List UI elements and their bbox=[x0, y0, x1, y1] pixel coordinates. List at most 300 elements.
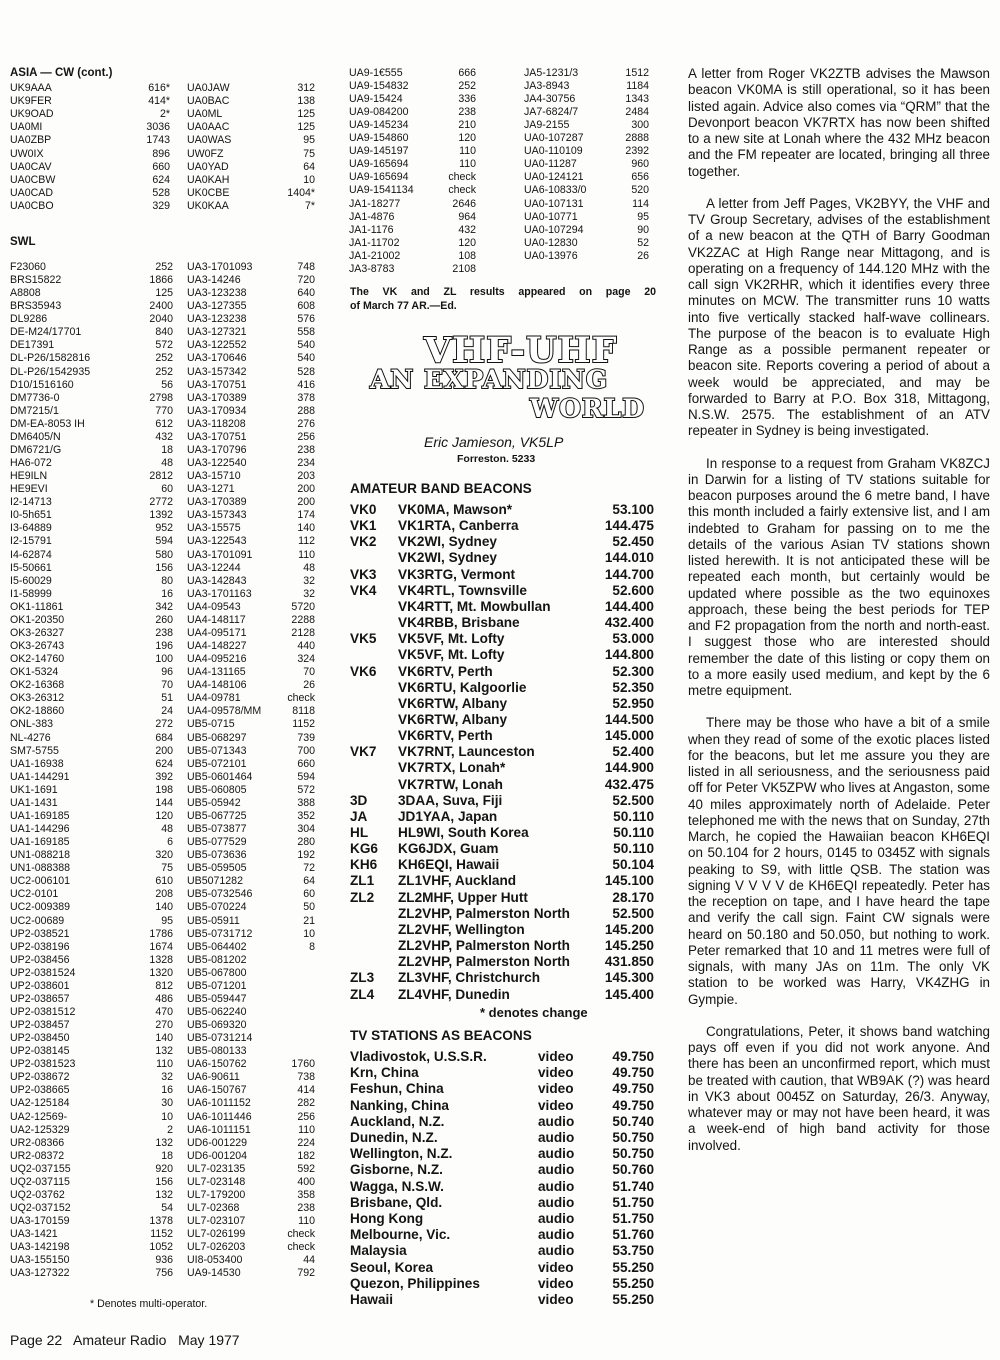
score: 2798 bbox=[149, 391, 173, 404]
beacons-note: * denotes change bbox=[480, 1005, 588, 1020]
score: 594 bbox=[297, 770, 315, 783]
call-sign: UA3-170796 bbox=[187, 443, 247, 456]
score: 748 bbox=[297, 261, 315, 273]
tv-signal-type: audio bbox=[538, 1211, 575, 1226]
score: 26 bbox=[303, 679, 315, 692]
score: 6 bbox=[167, 836, 173, 849]
score: 282 bbox=[297, 1097, 315, 1110]
call-sign: UA3-170751 bbox=[187, 378, 247, 391]
score-row bbox=[187, 1150, 315, 1163]
score: 95 bbox=[637, 210, 649, 223]
tv-signal-type: audio bbox=[538, 1113, 575, 1129]
call-sign: UA0AAC bbox=[187, 121, 230, 134]
beacon-frequency: 144.010 bbox=[604, 550, 654, 566]
tv-location: Auckland, N.Z. bbox=[350, 1113, 445, 1129]
score: 252 bbox=[458, 80, 476, 93]
call-sign: UN1-088388 bbox=[10, 862, 71, 875]
score: 224 bbox=[297, 1136, 315, 1149]
beacon-frequency: 53.000 bbox=[612, 631, 654, 647]
score-row bbox=[187, 200, 315, 213]
tv-signal-type: audio bbox=[538, 1243, 575, 1259]
score-row bbox=[187, 1124, 315, 1137]
call-sign: UB5-05911 bbox=[187, 914, 240, 927]
score: 580 bbox=[155, 548, 173, 561]
score: 812 bbox=[155, 979, 173, 992]
score-row bbox=[187, 496, 315, 509]
score: 572 bbox=[297, 783, 315, 796]
call-sign: UA3-122540 bbox=[187, 457, 247, 470]
call-sign: OK1-11861 bbox=[10, 600, 64, 613]
score-row bbox=[10, 187, 170, 200]
beacon-region: VK3 bbox=[350, 566, 377, 582]
score: 666 bbox=[458, 67, 476, 79]
score-row bbox=[187, 614, 315, 627]
score-row bbox=[10, 1084, 173, 1097]
score-row bbox=[187, 758, 315, 771]
beacon-station: VK4RTT, Mt. Mowbullan bbox=[398, 598, 551, 614]
score: 96 bbox=[161, 666, 173, 679]
score: 198 bbox=[155, 783, 173, 796]
score-row bbox=[10, 1032, 173, 1045]
score: 520 bbox=[631, 184, 649, 197]
call-sign: UW0FZ bbox=[187, 147, 224, 160]
call-sign: OK2-18860 bbox=[10, 705, 65, 718]
call-sign: F23060 bbox=[10, 261, 46, 273]
score: 64 bbox=[303, 160, 315, 173]
score: 1512 bbox=[625, 67, 649, 79]
score-row bbox=[10, 470, 173, 483]
score-row bbox=[10, 200, 170, 213]
score-row bbox=[10, 418, 173, 431]
score-row bbox=[187, 82, 315, 95]
score: 18 bbox=[161, 1149, 173, 1162]
tv-frequency: 51.740 bbox=[612, 1178, 654, 1194]
call-sign: UB5-077529 bbox=[187, 836, 247, 849]
call-sign: UP2-038521 bbox=[10, 927, 70, 940]
call-sign: UA0-11287 bbox=[524, 158, 577, 171]
score: 610 bbox=[155, 875, 173, 888]
score-row bbox=[10, 1006, 173, 1019]
call-sign: DM6721/G bbox=[10, 443, 62, 456]
score: 52 bbox=[637, 236, 649, 249]
score: 234 bbox=[297, 457, 315, 470]
call-sign: UA4-09543 bbox=[187, 600, 241, 613]
call-sign: UA9-084200 bbox=[349, 106, 409, 119]
call-sign: UB5-0715 bbox=[187, 718, 235, 731]
call-sign: UQ2-037152 bbox=[10, 1202, 71, 1215]
author-byline: Eric Jamieson, VK5LP bbox=[424, 434, 564, 450]
score: 378 bbox=[297, 391, 315, 404]
score-row bbox=[349, 211, 476, 224]
beacon-frequency: 145.300 bbox=[604, 970, 654, 986]
call-sign: UA3-15575 bbox=[187, 522, 241, 535]
score: 7* bbox=[304, 199, 315, 212]
score-row bbox=[524, 211, 649, 224]
score-row bbox=[187, 326, 315, 339]
score-row bbox=[10, 405, 173, 418]
score: 260 bbox=[155, 613, 173, 626]
tv-signal-type: video bbox=[538, 1097, 574, 1113]
call-sign: UP2-038196 bbox=[10, 940, 70, 953]
score: 920 bbox=[155, 1162, 173, 1175]
results-note-line-2: of March 77 AR.—Ed. bbox=[350, 300, 457, 312]
beacon-frequency: 144.500 bbox=[604, 711, 654, 727]
score: 50 bbox=[303, 901, 315, 914]
score-row bbox=[349, 67, 476, 80]
score: check bbox=[448, 171, 476, 184]
score: 400 bbox=[297, 1175, 315, 1188]
score: 720 bbox=[297, 274, 315, 287]
beacon-region: KH6 bbox=[350, 857, 378, 873]
score: 414 bbox=[297, 1084, 315, 1097]
score: 95 bbox=[303, 134, 315, 147]
score: 110 bbox=[298, 1123, 315, 1136]
score-row bbox=[187, 1111, 315, 1124]
call-sign: UC2-0101 bbox=[10, 888, 59, 901]
call-sign: JA7-6824/7 bbox=[524, 106, 579, 119]
beacon-frequency: 432.475 bbox=[604, 776, 654, 792]
score-row bbox=[187, 483, 315, 496]
beacon-station: HL9WI, South Korea bbox=[398, 825, 529, 840]
call-sign: I5-60029 bbox=[10, 574, 52, 587]
call-sign: UP2-038145 bbox=[10, 1045, 70, 1058]
score: 110 bbox=[298, 1215, 315, 1228]
score: 26 bbox=[637, 249, 649, 262]
score: 684 bbox=[155, 731, 173, 744]
score: 2646 bbox=[452, 197, 476, 210]
call-sign: UA3-170389 bbox=[187, 496, 247, 509]
call-sign: UP2-038665 bbox=[10, 1084, 70, 1097]
score: 256 bbox=[297, 1110, 315, 1123]
score-row bbox=[187, 954, 315, 967]
score-row bbox=[187, 108, 315, 121]
score: 95 bbox=[161, 914, 173, 927]
score: 144 bbox=[155, 796, 173, 809]
call-sign: UB5-0731712 bbox=[187, 927, 253, 940]
call-sign: UA3-127321 bbox=[187, 326, 247, 339]
tv-signal-type: audio bbox=[538, 1194, 575, 1210]
score: 252 bbox=[155, 365, 173, 378]
score: 276 bbox=[297, 417, 315, 430]
call-sign: I5-50661 bbox=[10, 561, 52, 574]
call-sign: UB5-05942 bbox=[187, 796, 241, 809]
call-sign: UD6-001229 bbox=[187, 1136, 248, 1149]
score: 120 bbox=[155, 809, 173, 822]
score-row bbox=[187, 588, 315, 601]
call-sign: UP2-038450 bbox=[10, 1032, 70, 1045]
tv-frequency: 55.250 bbox=[612, 1292, 654, 1307]
score: 576 bbox=[297, 313, 315, 326]
beacon-station: KH6EQI, Hawaii bbox=[398, 857, 500, 873]
score-row bbox=[187, 148, 315, 161]
score: 64 bbox=[303, 875, 315, 888]
score: 75 bbox=[161, 862, 173, 875]
score: 960 bbox=[631, 158, 649, 171]
call-sign: UA4-095171 bbox=[187, 626, 247, 639]
score: 2040 bbox=[149, 313, 173, 326]
call-sign: UK9OAD bbox=[10, 108, 54, 121]
score-row bbox=[10, 549, 173, 562]
tv-location: Gisborne, N.Z. bbox=[350, 1162, 443, 1178]
beacon-frequency: 52.950 bbox=[612, 695, 654, 711]
score-row bbox=[10, 1202, 173, 1215]
call-sign: OK3-26327 bbox=[10, 626, 65, 639]
score-row bbox=[187, 392, 315, 405]
score-row bbox=[10, 901, 173, 914]
score-row bbox=[10, 339, 173, 352]
score: 624 bbox=[155, 757, 173, 770]
call-sign: UA3-170159 bbox=[10, 1215, 70, 1228]
score-row bbox=[10, 509, 173, 522]
score-row bbox=[524, 171, 649, 184]
beacon-region: VK7 bbox=[350, 744, 377, 760]
score-row bbox=[349, 93, 476, 106]
call-sign: UA3-1701091 bbox=[187, 548, 253, 561]
call-sign: UA3-142843 bbox=[187, 574, 247, 587]
score: 572 bbox=[155, 339, 173, 352]
call-sign: UB5-081202 bbox=[187, 953, 247, 966]
score: 16 bbox=[161, 587, 173, 600]
call-sign: UL7-179200 bbox=[187, 1188, 246, 1201]
score-row bbox=[187, 444, 315, 457]
tv-frequency: 50.750 bbox=[612, 1130, 654, 1145]
beacon-station: VK7RTW, Lonah bbox=[398, 776, 503, 792]
tv-frequency: 49.750 bbox=[612, 1049, 654, 1064]
call-sign: UA6-90611 bbox=[187, 1071, 240, 1084]
score: 280 bbox=[297, 836, 315, 849]
call-sign: UA0JAW bbox=[187, 82, 230, 94]
score-row bbox=[10, 797, 173, 810]
beacon-station: 3DAA, Suva, Fiji bbox=[398, 792, 503, 808]
score-row bbox=[524, 158, 649, 171]
tv-signal-type: video bbox=[538, 1275, 574, 1291]
score: 2* bbox=[159, 108, 170, 121]
score: 300 bbox=[631, 119, 649, 132]
article-body bbox=[688, 66, 990, 1170]
score-row bbox=[187, 627, 315, 640]
score-row bbox=[187, 771, 315, 784]
beacon-station: ZL3VHF, Christchurch bbox=[398, 970, 540, 986]
score: 182 bbox=[297, 1149, 315, 1162]
call-sign: UA3-12244 bbox=[187, 561, 241, 574]
score: 238 bbox=[297, 443, 315, 456]
score: 592 bbox=[297, 1162, 315, 1175]
score-row bbox=[187, 732, 315, 745]
score: 80 bbox=[161, 574, 173, 587]
score: 594 bbox=[155, 535, 173, 548]
tv-location: Vladivostok, U.S.S.R. bbox=[350, 1049, 487, 1064]
beacon-frequency: 52.300 bbox=[612, 663, 654, 679]
beacon-frequency: 431.850 bbox=[604, 954, 654, 970]
call-sign: UA3-142198 bbox=[10, 1241, 70, 1254]
score-row bbox=[187, 1071, 315, 1084]
call-sign: UP2-038457 bbox=[10, 1019, 70, 1032]
multi-operator-note: * Denotes multi-operator. bbox=[90, 1298, 208, 1310]
score-row bbox=[349, 263, 476, 276]
beacon-station: VK7RTX, Lonah* bbox=[398, 760, 506, 776]
score-row bbox=[187, 1084, 315, 1097]
score: 558 bbox=[297, 326, 315, 339]
call-sign: UK0KAA bbox=[187, 199, 229, 212]
score: 700 bbox=[297, 744, 315, 757]
score-row bbox=[10, 1137, 173, 1150]
score-row bbox=[10, 875, 173, 888]
score: 1052 bbox=[149, 1241, 173, 1254]
call-sign: UD6-001204 bbox=[187, 1149, 248, 1162]
score: 174 bbox=[297, 509, 315, 522]
score-row bbox=[187, 836, 315, 849]
call-sign: UB5-0732546 bbox=[187, 888, 253, 901]
call-sign: UA1-144296 bbox=[10, 823, 70, 835]
score-row bbox=[187, 1228, 315, 1241]
score-row bbox=[10, 444, 173, 457]
score: 304 bbox=[297, 823, 315, 835]
call-sign: UA4-148117 bbox=[187, 613, 246, 626]
score-row bbox=[187, 875, 315, 888]
score-row bbox=[187, 121, 315, 134]
tv-location: Hong Kong bbox=[350, 1211, 424, 1226]
score-row bbox=[187, 562, 315, 575]
call-sign: UA3-157342 bbox=[187, 365, 247, 378]
score: 392 bbox=[155, 770, 173, 783]
score: 2288 bbox=[291, 613, 315, 626]
score-row bbox=[187, 980, 315, 993]
score: 252 bbox=[155, 261, 173, 273]
score: 70 bbox=[161, 679, 173, 692]
score-row bbox=[10, 1215, 173, 1228]
score-row bbox=[187, 509, 315, 522]
call-sign: UA0-107294 bbox=[524, 223, 584, 236]
call-sign: UA4-09578/MM bbox=[187, 705, 262, 718]
score: 125 bbox=[297, 121, 315, 134]
tv-location: Brisbane, Qld. bbox=[350, 1194, 443, 1210]
article-paragraph: There may be those who have a bit of a smile when they read of some of the exotic places listed for the beacons, but let me assure you they are listed in all seriousness, and the seriousness paid off for Peter VK5ZPW who lives at Angaston, some 40 miles approximately north of Adelaide. Peter telephoned me with the news that on Sunday, 27th March, he copied the Hawaiian beacon KH6EQI on 50.104 for 2 hours, 0145 to 0345Z with signals peaking to S9, with little QSB. The station was signing V V V V de KH6EQI repeatedly. Peter has the reception on tape, and I have heard the tape and verify the call sign. Faint CW signals were heard on 50.180 and 50.050, but nothing to work. Peter remarked that 10 and 11 metres were full of signals, with many JAs on 11m. The only VK station to be worked was Harry, VK4ZHG in Gympie. bbox=[688, 715, 990, 1007]
score: 44 bbox=[303, 1254, 315, 1267]
call-sign: UA2-12569- bbox=[10, 1110, 68, 1123]
call-sign: UA0BAC bbox=[187, 95, 230, 108]
score-row bbox=[10, 483, 173, 496]
score: 30 bbox=[161, 1097, 173, 1110]
score: check bbox=[448, 184, 476, 197]
call-sign: UA9-165694 bbox=[349, 158, 409, 171]
score-row bbox=[10, 1189, 173, 1202]
call-sign: JA3-8783 bbox=[349, 262, 395, 275]
beacon-frequency: 52.450 bbox=[612, 534, 654, 550]
score-row bbox=[10, 274, 173, 287]
call-sign: UA9-145197 bbox=[349, 145, 409, 158]
call-sign: UA6-1011152 bbox=[187, 1097, 251, 1110]
score: 432 bbox=[458, 223, 476, 236]
call-sign: UI8-053400 bbox=[187, 1254, 243, 1267]
score: 100 bbox=[155, 653, 173, 666]
beacon-frequency: 145.000 bbox=[604, 728, 654, 744]
call-sign: UA1-169185 bbox=[10, 836, 70, 849]
call-sign: UL7-02368 bbox=[187, 1202, 240, 1215]
score-row bbox=[349, 224, 476, 237]
score: 388 bbox=[297, 796, 315, 809]
score-row bbox=[10, 1163, 173, 1176]
score: 90 bbox=[637, 223, 649, 236]
score-row bbox=[10, 431, 173, 444]
score-row bbox=[10, 1150, 173, 1163]
score: 56 bbox=[161, 378, 173, 391]
tv-signal-type: video bbox=[538, 1292, 574, 1307]
call-sign: UB5-070224 bbox=[187, 901, 247, 914]
call-sign: UP2-0381512 bbox=[10, 1005, 76, 1018]
call-sign: UA2-125184 bbox=[10, 1097, 70, 1110]
score-row bbox=[349, 250, 476, 263]
call-sign: UA4-148106 bbox=[187, 679, 247, 692]
score-row bbox=[10, 1241, 173, 1254]
score-row bbox=[187, 784, 315, 797]
tv-signal-type: audio bbox=[538, 1130, 575, 1145]
score-row bbox=[187, 470, 315, 483]
score-row bbox=[349, 198, 476, 211]
call-sign: UA0WAS bbox=[187, 134, 232, 147]
call-sign: UA3-15710 bbox=[187, 470, 241, 483]
score-row bbox=[187, 745, 315, 758]
call-sign: JA1-18277 bbox=[349, 197, 401, 210]
score-row bbox=[187, 379, 315, 392]
score: 352 bbox=[297, 809, 315, 822]
beacon-frequency: 50.104 bbox=[612, 857, 654, 873]
score-row bbox=[10, 575, 173, 588]
beacon-station: ZL4VHF, Dunedin bbox=[398, 986, 510, 1002]
score: 8118 bbox=[292, 705, 315, 718]
score: 110 bbox=[459, 158, 476, 171]
score: 272 bbox=[155, 718, 173, 731]
call-sign: UB5-073877 bbox=[187, 823, 247, 835]
call-sign: UA3-127355 bbox=[187, 300, 247, 313]
score: 125 bbox=[297, 108, 315, 121]
score: 1328 bbox=[149, 953, 173, 966]
call-sign: JA1-11702 bbox=[349, 236, 400, 249]
tv-location: Dunedin, N.Z. bbox=[350, 1130, 438, 1145]
score-row bbox=[187, 522, 315, 535]
score-row bbox=[187, 134, 315, 147]
score: 2484 bbox=[625, 106, 649, 119]
call-sign: UC2-009389 bbox=[10, 901, 71, 914]
call-sign: DL-P26/1582816 bbox=[10, 352, 91, 365]
call-sign: UQ2-037115 bbox=[10, 1175, 70, 1188]
score: 114 bbox=[632, 197, 649, 210]
beacon-station: KG6JDX, Guam bbox=[398, 841, 499, 857]
call-sign: UA1-144291 bbox=[10, 770, 70, 783]
score-row bbox=[187, 1045, 315, 1058]
score: 756 bbox=[155, 1267, 173, 1280]
call-sign: UA1-16938 bbox=[10, 757, 64, 770]
call-sign: JA1-21002 bbox=[349, 249, 401, 262]
call-sign: UA9-145234 bbox=[349, 119, 409, 132]
score: 110 bbox=[156, 1058, 173, 1071]
score: 270 bbox=[155, 1019, 173, 1032]
call-sign: SM7-5755 bbox=[10, 744, 59, 757]
score: 1392 bbox=[149, 509, 173, 522]
score-row bbox=[349, 184, 476, 197]
score: 110 bbox=[459, 145, 476, 158]
call-sign: UB5-068297 bbox=[187, 731, 247, 744]
beacon-region: 3D bbox=[350, 792, 368, 808]
score: 120 bbox=[458, 236, 476, 249]
score: 208 bbox=[155, 888, 173, 901]
call-sign: UA0CBO bbox=[10, 199, 54, 212]
score: 2888 bbox=[625, 132, 649, 145]
call-sign: OK2-14760 bbox=[10, 653, 65, 666]
score: 10 bbox=[161, 1110, 173, 1123]
score: 792 bbox=[297, 1267, 315, 1280]
call-sign: D10/1516160 bbox=[10, 378, 74, 391]
beacon-frequency: 144.400 bbox=[604, 598, 654, 614]
